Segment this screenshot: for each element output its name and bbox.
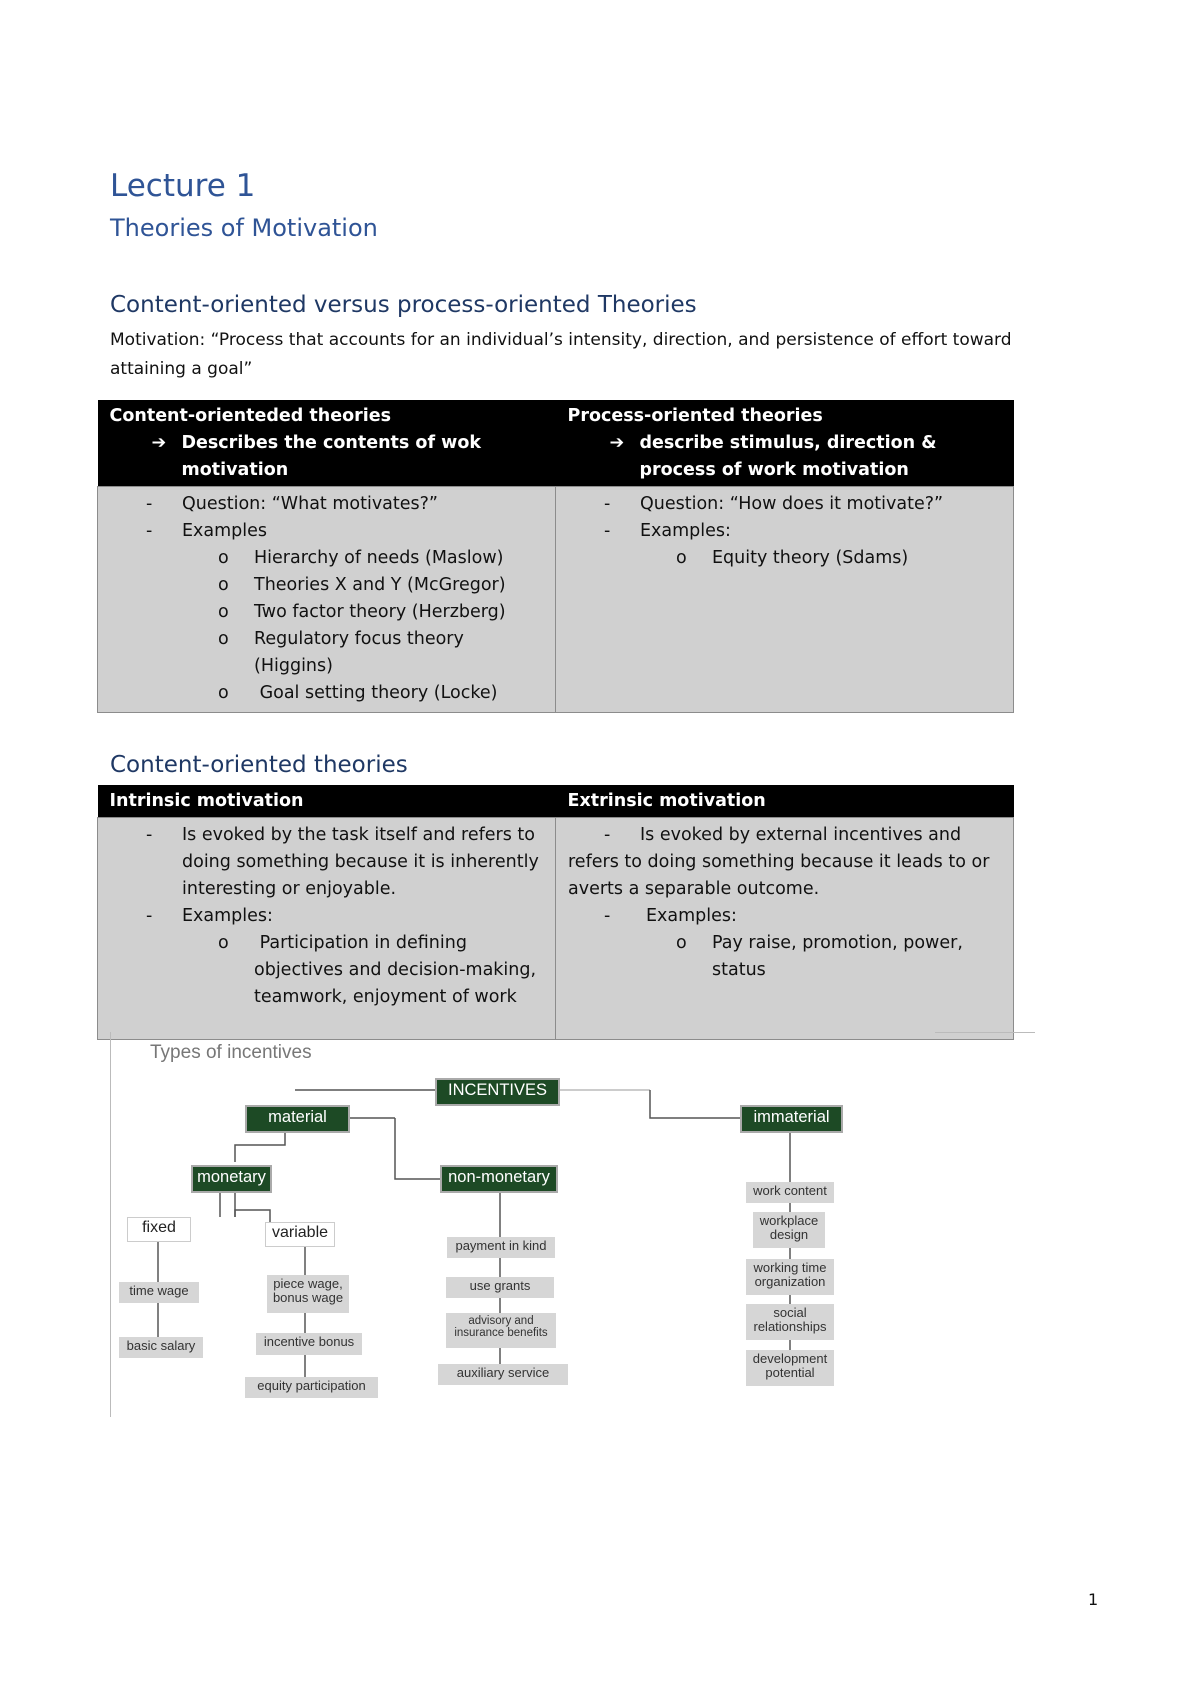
arrow-right-icon: ➔ [609, 433, 625, 453]
node-non-monetary: non-monetary [440, 1165, 558, 1193]
node-use-grants: use grants [446, 1277, 554, 1298]
header-label: Process-oriented theories [567, 406, 823, 426]
node-payment-in-kind: payment in kind [447, 1237, 555, 1258]
section-heading-content-oriented: Content-oriented theories [110, 752, 408, 778]
list-item: o Two factor theory (Herzberg) [110, 599, 543, 626]
motivation-definition: Motivation: “Process that accounts for an individual’s intensity, direction, and persistence of effort toward attaining a goal” [110, 330, 1012, 379]
circle-bullet: o [218, 629, 229, 649]
circle-bullet: o [676, 933, 687, 953]
dash-bullet: - [604, 825, 611, 845]
node-variable: variable [265, 1222, 335, 1247]
list-item: - Is evoked by external incentives and [568, 822, 1001, 849]
list-item: - Question: “What motivates?” [110, 491, 543, 518]
node-auxiliary-service: auxiliary service [438, 1364, 568, 1385]
dash-bullet: - [604, 521, 611, 541]
node-work-content: work content [746, 1182, 834, 1203]
node-working-time-organization: working time organization [746, 1259, 834, 1295]
intrinsic-cell [98, 818, 556, 1040]
dash-bullet: - [146, 521, 153, 541]
list-item-continuation: refers to doing something because it leads to or averts a separable outcome. [568, 852, 990, 899]
node-development-potential: development potential [746, 1350, 834, 1386]
header-arrow-text: Describes the contents of wok motivation [181, 433, 481, 480]
diagram-border [935, 1032, 1035, 1033]
circle-bullet: o [218, 933, 229, 953]
list-item: o Goal setting theory (Locke) [110, 680, 543, 707]
node-incentive-bonus: incentive bonus [256, 1333, 362, 1355]
list-item: - Examples: [110, 903, 543, 930]
circle-bullet: o [218, 548, 229, 568]
header-label: Content-orienteded theories [109, 406, 392, 426]
lecture-title: Lecture 1 [110, 168, 256, 204]
content-vs-process-table [97, 400, 1014, 713]
node-incentives: INCENTIVES [435, 1078, 560, 1106]
node-social-relationships: social relationships [746, 1304, 834, 1340]
extrinsic-cell [556, 818, 1014, 1040]
table-header-content [98, 400, 556, 487]
node-immaterial: immaterial [740, 1105, 843, 1133]
arrow-right-icon: ➔ [151, 433, 167, 453]
node-basic-salary: basic salary [119, 1337, 203, 1358]
process-theories-cell [556, 487, 1014, 713]
list-item: o Theories X and Y (McGregor) [110, 572, 543, 599]
intrinsic-extrinsic-table [97, 785, 1014, 1040]
dash-bullet: - [146, 494, 153, 514]
list-item: - Is evoked by the task itself and refers to doing something because it is inherently interesting or enjoyable. [110, 822, 543, 903]
table-header-process [556, 400, 1014, 487]
list-item: o Equity theory (Sdams) [568, 545, 1001, 572]
table-header-extrinsic: Extrinsic motivation [556, 785, 1014, 818]
circle-bullet: o [218, 602, 229, 622]
document-subtitle: Theories of Motivation [110, 214, 378, 242]
node-workplace-design: workplace design [753, 1212, 825, 1248]
node-piece-wage: piece wage, bonus wage [267, 1275, 349, 1313]
diagram-title: Types of incentives [150, 1042, 312, 1063]
content-theories-cell [98, 487, 556, 713]
dash-bullet: - [146, 825, 153, 845]
list-item: o Participation in defining objectives and decision-making, teamwork, enjoyment of work [110, 930, 543, 1011]
list-item: - Examples: [568, 518, 1001, 545]
page-number: 1 [1088, 1590, 1099, 1609]
dash-bullet: - [604, 906, 611, 926]
circle-bullet: o [218, 575, 229, 595]
list-item: - Examples [110, 518, 543, 545]
node-monetary: monetary [191, 1165, 272, 1193]
section-heading-content-vs-process: Content-oriented versus process-oriented Theories [110, 292, 697, 318]
header-arrow-text: describe stimulus, direction & process of work motivation [639, 433, 937, 480]
list-item: o Regulatory focus theory (Higgins) [110, 626, 543, 680]
list-item: o Hierarchy of needs (Maslow) [110, 545, 543, 572]
list-item: - Question: “How does it motivate?” [568, 491, 1001, 518]
node-equity-participation: equity participation [245, 1377, 378, 1398]
list-item: - Examples: [568, 903, 1001, 930]
node-advisory-insurance: advisory and insurance benefits [446, 1313, 556, 1348]
dash-bullet: - [146, 906, 153, 926]
node-material: material [245, 1105, 350, 1133]
list-item: o Pay raise, promotion, power, status [568, 930, 1001, 984]
node-fixed: fixed [127, 1217, 191, 1242]
circle-bullet: o [218, 683, 229, 703]
incentives-diagram [110, 1032, 940, 1417]
dash-bullet: - [604, 494, 611, 514]
node-time-wage: time wage [119, 1282, 199, 1303]
circle-bullet: o [676, 548, 687, 568]
table-header-intrinsic: Intrinsic motivation [98, 785, 556, 818]
